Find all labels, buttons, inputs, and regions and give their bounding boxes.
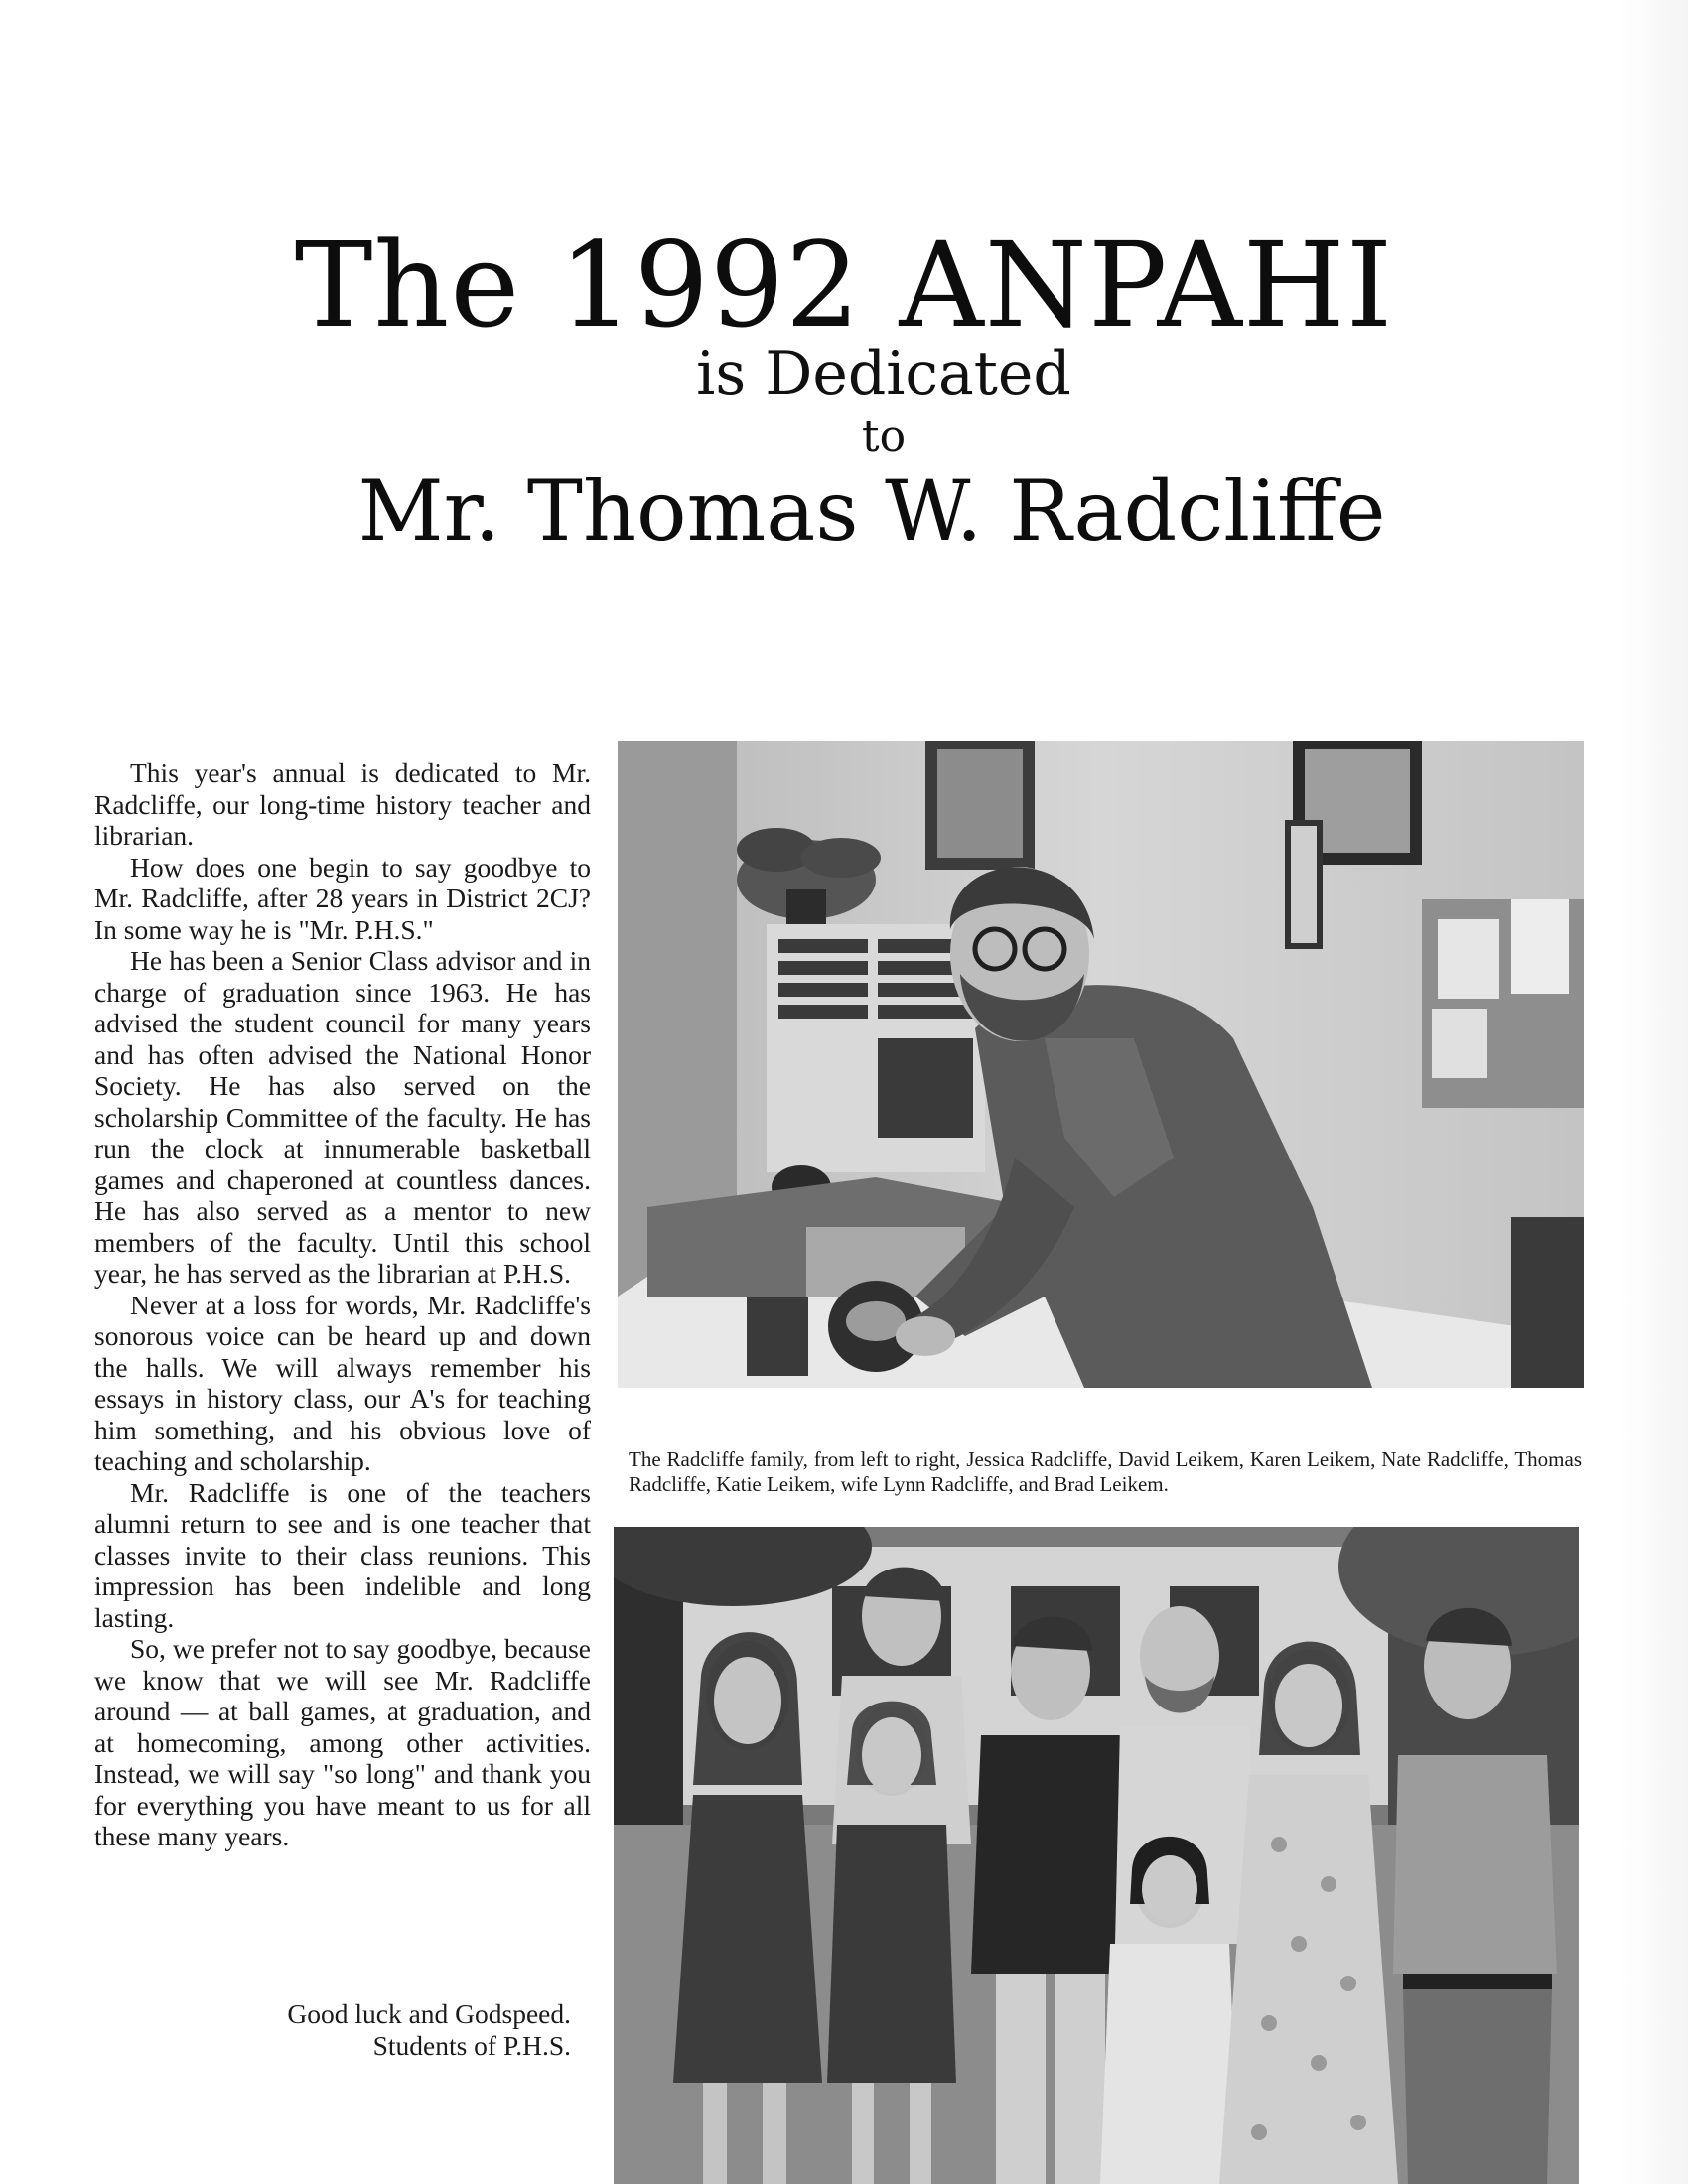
photo-family-group [614, 1527, 1579, 2184]
closing-line: Good luck and Godspeed. [287, 1998, 571, 2029]
title-honoree: Mr. Thomas W. Radcliffe [357, 463, 1386, 560]
article-paragraph: So, we prefer not to say goodbye, because we know that we will see Mr. Radcliffe around — at ball games, at graduation, and at homecoming, among other activities. Instead, we will say "so long" and thank you for everything you have meant to us for all these many years. [94, 1633, 591, 1851]
title-dedicated: is Dedicated [696, 340, 1071, 409]
article-signoff [94, 1998, 571, 2061]
title-yearbook: The 1992 ANPAHI [294, 216, 1394, 353]
photo-caption: The Radcliffe family, from left to right, Jessica Radcliffe, David Leikem, Karen Leikem, Nate Radcliffe, Thomas Radcliffe, Katie Leikem, wife Lynn Radcliffe, and Brad Leikem. [629, 1447, 1582, 1496]
article-paragraph: Mr. Radcliffe is one of the teachers alumni return to see and is one teacher that classes invite to their class reunions. This impression has been indelible and long lasting. [94, 1476, 591, 1633]
signature-line: Students of P.H.S. [372, 2029, 571, 2061]
article-paragraph: How does one begin to say goodbye to Mr. Radcliffe, after 28 years in District 2CJ? In some way he is "Mr. P.H.S." [94, 851, 591, 945]
photo-teacher-at-desk-art [618, 741, 1584, 1388]
title-to: to [861, 411, 907, 462]
photo-teacher-at-desk [618, 741, 1584, 1388]
article-paragraph: This year's annual is dedicated to Mr. Radcliffe, our long-time history teacher and librarian. [94, 757, 591, 851]
photo-family-group-art [614, 1527, 1579, 2184]
article-paragraph: He has been a Senior Class advisor and in charge of graduation since 1963. He has advised the student council for many years and has often advised the National Honor Society. He has also served on the scholarship Committee of the faculty. He has run the clock at innumerable basketball games and chaperoned at countless dances. He has also served as a mentor to new members of the faculty. Until this school year, he has served as the librarian at P.H.S. [94, 945, 591, 1289]
dedication-article [94, 757, 591, 1852]
article-paragraph: Never at a loss for words, Mr. Radcliffe's sonorous voice can be heard up and down the halls. We will always remember his essays in history class, our A's for teaching him something, and his obvious love of teaching and scholarship. [94, 1289, 591, 1476]
